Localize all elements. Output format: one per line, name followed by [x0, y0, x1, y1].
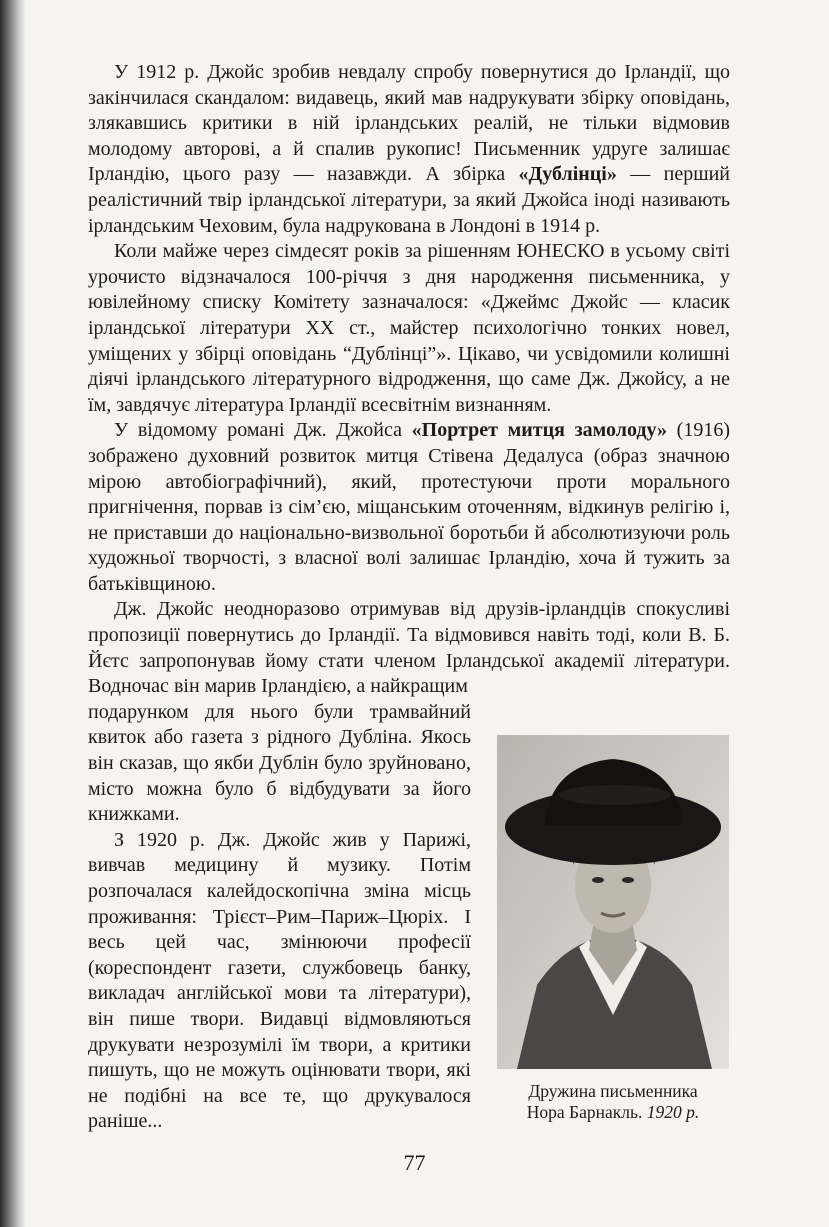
paragraph-4-continued: подарунком для нього були трамвайний квиток або газета з рідного Дубліна. Якось він сказав, що якби Дублін було зруйновано, місто можна було б відбудувати за його книжками. [88, 700, 471, 826]
paragraph-3-text-b: (1916) зображено духовний розвиток митця Стівена Дедалуса (образ значною мірою автобіографічний), який, протестуючи проти морального пригнічення, порвав із сім’єю, міщанським оточенням, відкинув релігію і, не приставши до національно-визвольної боротьби й абсолютизуючи роль художньої творчості, з власної волі залишає Ірландію, хоча й тужить за батьківщиною. [88, 419, 730, 595]
caption-line-1: Дружина письменника [528, 1081, 698, 1101]
figure [497, 735, 729, 1123]
page-number: 77 [403, 1150, 426, 1175]
paragraph-5: З 1920 р. Дж. Джойс жив у Парижі, вивчав медицину й музику. Потім розпочалася калейдоскопічна зміна місць проживання: Трієст–Рим–Париж–Цюріх. І весь цей час, змінюючи професії (кореспондент газети, службовець банку, викладач англійської мови та літератури), він пише твори. Видавці відмовляються друкувати незрозумілі їм твори, а критики пишуть, що не можуть оцінювати твори, які не подібні на все те, що друкувалося раніше... [88, 828, 471, 1133]
text-column-beside-photo [88, 700, 471, 1135]
paragraph-2: Коли майже через сімдесят років за рішенням ЮНЕСКО в усьому світі урочисто відзначалося 100-річчя з дня народження письменника, у ювілейному списку Комітету зазначалося: «Джеймс Джойс — класик ірландської літератури XX ст., майстер психологічно тонких новел, уміщених у збірці оповідань “Дублінці”». Цікаво, чи усвідомили колишні діячі ірландського літературного відродження, що саме Дж. Джойсу, а не їм, завдячує література Ірландії всесвітнім визнанням. [88, 240, 730, 416]
paragraph-3-text-a: У відомому романі Дж. Джойса [114, 419, 412, 442]
title-dubliners: «Дублінці» [518, 163, 617, 186]
title-portrait-artist: «Портрет митця замолоду» [411, 419, 667, 442]
book-spine-shadow [0, 0, 26, 1227]
caption-name: Нора Барнакль. [526, 1102, 643, 1122]
caption-line-2 [497, 1102, 729, 1123]
portrait-photo-nora-barnacle [497, 735, 729, 1069]
paragraph-1 [88, 60, 730, 239]
photo-caption [497, 1081, 729, 1123]
caption-year: 1920 р. [646, 1102, 700, 1122]
paragraph-1-text-b: — перший реалістичний твір ірландської літератури, за який Джойса іноді називають ірландським Чеховим, була надрукована в Лондоні в 1914 р. [88, 163, 731, 237]
paragraph-1-text-a: У 1912 р. Джойс зробив невдалу спробу повернутися до Ірландії, що закінчилася скандалом: видавець, який мав надрукувати збірку оповідань, злякавшись критики в ній ірландських реалій, не тільки відмовив молодому авторові, а й спалив рукопис! Письменник удруге залишає Ірландію, цього разу — назавжди. А збірка [88, 61, 730, 186]
paragraph-3 [88, 418, 730, 597]
paragraph-4-full-width: Дж. Джойс неодноразово отримував від друзів-ірландців спокусливі пропозиції повернутись до Ірландії. Та відмовився навіть тоді, коли В. Б. Йєтс запропонував йому стати членом Ірландської академії літератури. Водночас він марив Ірландією, а найкращим [88, 598, 730, 698]
